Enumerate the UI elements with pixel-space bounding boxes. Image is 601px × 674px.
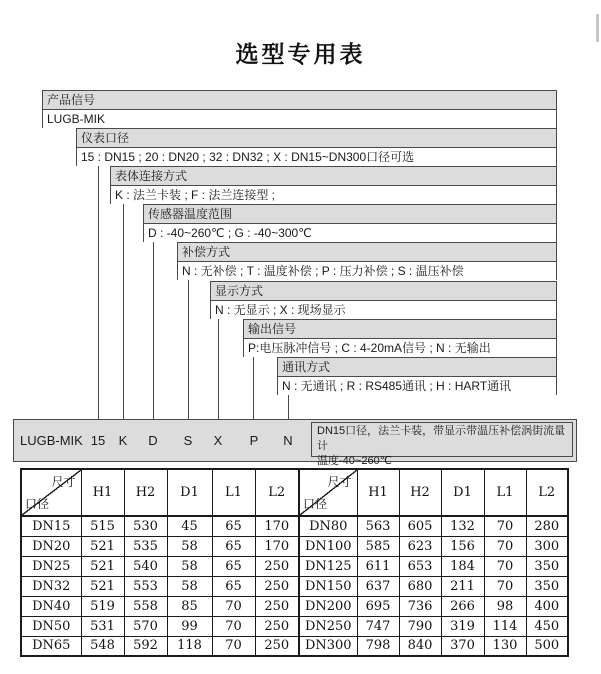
option-header: 输出信号 — [244, 320, 556, 339]
option-header: 表体连接方式 — [111, 167, 556, 186]
value-cell: 535 — [124, 536, 167, 556]
option-box-display-mode — [210, 281, 557, 319]
value-cell: 623 — [399, 536, 441, 556]
value-cell: 118 — [167, 636, 212, 656]
value-cell: 70 — [484, 576, 526, 596]
option-header: 传感器温度范围 — [144, 205, 556, 224]
value-cell: 250 — [255, 556, 299, 576]
option-header: 显示方式 — [211, 282, 556, 301]
model-code: LUGB-MIK — [20, 433, 83, 448]
option-value: N : 无补偿 ; T : 温度补偿 ; P : 压力补偿 ; S : 温压补偿 — [178, 262, 556, 280]
value-cell: 521 — [81, 536, 124, 556]
option-header: 通讯方式 — [278, 358, 556, 377]
table-row — [21, 616, 568, 636]
value-cell: 58 — [167, 576, 212, 596]
value-cell: 211 — [441, 576, 484, 596]
value-cell: 65 — [212, 556, 255, 576]
dn-cell: DN32 — [21, 576, 81, 596]
value-cell: 585 — [357, 536, 399, 556]
option-box-communication — [277, 357, 557, 395]
value-cell: 58 — [167, 536, 212, 556]
dn-cell: DN15 — [21, 516, 81, 536]
connector-line — [218, 319, 219, 419]
value-cell: 70 — [484, 556, 526, 576]
value-cell: 653 — [399, 556, 441, 576]
code-connection: K — [118, 433, 128, 448]
value-cell: 519 — [81, 596, 124, 616]
value-cell: 548 — [81, 636, 124, 656]
dn-cell: DN80 — [299, 516, 357, 536]
option-box-meter-diameter — [76, 128, 557, 166]
option-value: LUGB-MIK — [43, 110, 556, 128]
value-cell: 99 — [167, 616, 212, 636]
value-cell: 114 — [484, 616, 526, 636]
table-row — [21, 556, 568, 576]
option-header: 仪表口径 — [77, 129, 556, 148]
value-cell: 70 — [212, 596, 255, 616]
value-cell: 611 — [357, 556, 399, 576]
value-cell: 45 — [167, 516, 212, 536]
value-cell: 250 — [255, 636, 299, 656]
option-box-product-code — [42, 90, 557, 128]
connector-line — [153, 242, 154, 419]
column-header: L1 — [484, 469, 526, 516]
column-header: H2 — [124, 469, 167, 516]
connector-line — [188, 280, 189, 419]
value-cell: 553 — [124, 576, 167, 596]
value-cell: 70 — [212, 636, 255, 656]
column-header: L2 — [255, 469, 299, 516]
dn-cell: DN50 — [21, 616, 81, 636]
column-header: D1 — [441, 469, 484, 516]
dn-cell: DN100 — [299, 536, 357, 556]
value-cell: 521 — [81, 556, 124, 576]
option-box-body-connection — [110, 166, 557, 204]
example-description-line1: DN15口径，法兰卡装，带显示带温压补偿涡街流量计 — [317, 425, 566, 452]
value-cell: 170 — [255, 516, 299, 536]
value-cell: 540 — [124, 556, 167, 576]
dn-cell: DN150 — [299, 576, 357, 596]
value-cell: 637 — [357, 576, 399, 596]
dn-cell: DN65 — [21, 636, 81, 656]
column-header: H1 — [81, 469, 124, 516]
value-cell: 266 — [441, 596, 484, 616]
value-cell: 70 — [212, 616, 255, 636]
value-cell: 250 — [255, 616, 299, 636]
connector-line — [288, 395, 289, 419]
column-header: L1 — [212, 469, 255, 516]
option-box-compensation — [177, 242, 557, 280]
value-cell: 370 — [441, 636, 484, 656]
option-value: 15 : DN15 ; 20 : DN20 ; 32 : DN32 ; X : DN15~DN300口径可选 — [77, 148, 556, 166]
code-output: P — [249, 433, 259, 448]
value-cell: 840 — [399, 636, 441, 656]
value-cell: 531 — [81, 616, 124, 636]
option-value: N : 无显示 ; X : 现场显示 — [211, 301, 556, 319]
option-value: P:电压脉冲信号 ; C : 4-20mA信号 ; N : 无输出 — [244, 339, 556, 357]
corner-header-cell — [299, 469, 357, 516]
corner-label-diameter: 口径 — [303, 497, 328, 511]
value-cell: 280 — [526, 516, 568, 536]
table-row — [21, 516, 568, 536]
dn-cell: DN25 — [21, 556, 81, 576]
value-cell: 70 — [484, 536, 526, 556]
column-header: H1 — [357, 469, 399, 516]
value-cell: 605 — [399, 516, 441, 536]
value-cell: 184 — [441, 556, 484, 576]
example-description-line2: 温度-40~260℃ — [317, 455, 393, 467]
option-header: 补偿方式 — [178, 243, 556, 262]
corner-label-diameter: 口径 — [25, 497, 50, 511]
value-cell: 319 — [441, 616, 484, 636]
value-cell: 790 — [399, 616, 441, 636]
value-cell: 450 — [526, 616, 568, 636]
code-communication: N — [283, 433, 293, 448]
corner-label-size: 尺寸 — [327, 475, 352, 489]
table-header-row — [21, 469, 568, 516]
example-description — [311, 422, 573, 467]
code-compensation: S — [183, 433, 193, 448]
dn-cell: DN250 — [299, 616, 357, 636]
connector-line — [123, 204, 124, 419]
value-cell: 130 — [484, 636, 526, 656]
value-cell: 65 — [212, 536, 255, 556]
option-header: 产品信号 — [43, 91, 556, 110]
value-cell: 65 — [212, 516, 255, 536]
dn-cell: DN125 — [299, 556, 357, 576]
value-cell: 300 — [526, 536, 568, 556]
value-cell: 530 — [124, 516, 167, 536]
value-cell: 515 — [81, 516, 124, 536]
value-cell: 592 — [124, 636, 167, 656]
value-cell: 156 — [441, 536, 484, 556]
value-cell: 350 — [526, 576, 568, 596]
code-temperature: D — [148, 433, 158, 448]
page-title: 选型专用表 — [235, 41, 366, 67]
corner-header-cell — [21, 469, 81, 516]
table-row — [21, 576, 568, 596]
connector-line — [98, 166, 99, 419]
value-cell: 98 — [484, 596, 526, 616]
value-cell: 170 — [255, 536, 299, 556]
example-code-bar — [13, 419, 577, 467]
value-cell: 570 — [124, 616, 167, 636]
option-value: K : 法兰卡装 ; F : 法兰连接型 ; — [111, 186, 556, 204]
value-cell: 350 — [526, 556, 568, 576]
column-header: D1 — [167, 469, 212, 516]
value-cell: 250 — [255, 596, 299, 616]
value-cell: 85 — [167, 596, 212, 616]
table-row — [21, 536, 568, 556]
connector-line — [253, 357, 254, 419]
value-cell: 70 — [484, 516, 526, 536]
dn-cell: DN200 — [299, 596, 357, 616]
value-cell: 400 — [526, 596, 568, 616]
value-cell: 132 — [441, 516, 484, 536]
dn-cell: DN300 — [299, 636, 357, 656]
option-box-output-signal — [243, 319, 557, 357]
dn-cell: DN20 — [21, 536, 81, 556]
option-box-sensor-temperature — [143, 204, 557, 242]
table-row — [21, 596, 568, 616]
scrollbar-fragment — [596, 14, 599, 42]
value-cell: 798 — [357, 636, 399, 656]
value-cell: 521 — [81, 576, 124, 596]
option-value: D : -40~260℃ ; G : -40~300℃ — [144, 224, 556, 242]
value-cell: 695 — [357, 596, 399, 616]
value-cell: 558 — [124, 596, 167, 616]
value-cell: 500 — [526, 636, 568, 656]
code-diameter: 15 — [90, 433, 106, 448]
code-display: X — [213, 433, 223, 448]
value-cell: 58 — [167, 556, 212, 576]
corner-label-size: 尺寸 — [51, 475, 76, 489]
value-cell: 680 — [399, 576, 441, 596]
value-cell: 747 — [357, 616, 399, 636]
value-cell: 250 — [255, 576, 299, 596]
value-cell: 65 — [212, 576, 255, 596]
column-header: L2 — [526, 469, 568, 516]
value-cell: 563 — [357, 516, 399, 536]
option-value: N : 无通讯 ; R : RS485通讯 ; H : HART通讯 — [278, 377, 556, 395]
table-row — [21, 636, 568, 656]
column-header: H2 — [399, 469, 441, 516]
dimension-table-body — [21, 516, 568, 656]
value-cell: 736 — [399, 596, 441, 616]
dn-cell: DN40 — [21, 596, 81, 616]
dimension-table — [20, 468, 569, 657]
